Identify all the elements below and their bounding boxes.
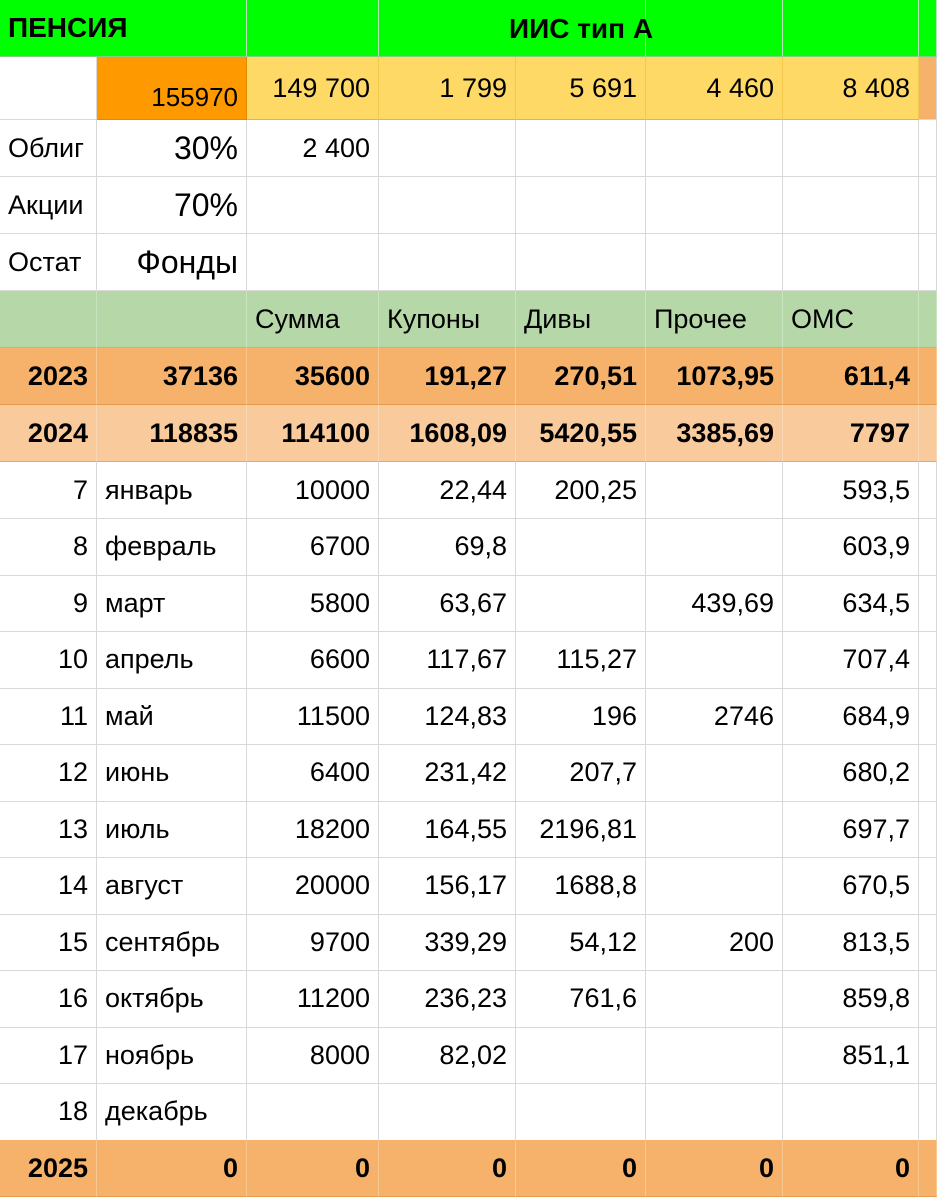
- month-name: ноябрь: [105, 1039, 195, 1070]
- month-coupons: 231,42: [424, 757, 507, 787]
- month-coupons-cell[interactable]: [379, 914, 516, 971]
- allocation-row: [0, 177, 937, 234]
- pension-title-cell[interactable]: [0, 0, 247, 57]
- empty-cell[interactable]: [919, 858, 937, 915]
- year-sum-cell[interactable]: [247, 1140, 379, 1197]
- totals-row: [0, 57, 937, 120]
- year-label: 2024: [27, 417, 88, 448]
- month-number-cell[interactable]: [0, 1027, 97, 1084]
- month-number-cell[interactable]: [0, 462, 97, 519]
- month-name-cell[interactable]: [97, 688, 247, 745]
- column-header-label: ОМС: [791, 303, 854, 334]
- month-name: июль: [105, 813, 170, 844]
- month-oms-cell[interactable]: [783, 745, 919, 802]
- year-dividends-cell[interactable]: [516, 1140, 646, 1197]
- month-row: [0, 688, 937, 745]
- month-dividends-cell[interactable]: [516, 745, 646, 802]
- month-number-cell[interactable]: [0, 688, 97, 745]
- year-total-cell[interactable]: [97, 405, 247, 462]
- year-total: 118835: [149, 417, 238, 448]
- year-dividends: 5420,55: [539, 417, 637, 448]
- empty-cell[interactable]: [379, 234, 516, 291]
- year-other-cell[interactable]: [646, 1140, 783, 1197]
- empty-cell[interactable]: [646, 177, 783, 234]
- month-sum: 6400: [309, 757, 370, 787]
- month-sum-cell[interactable]: [247, 1027, 379, 1084]
- totals-cell-empty[interactable]: [0, 57, 97, 120]
- month-coupons: 236,23: [424, 983, 507, 1013]
- month-oms-cell[interactable]: [783, 688, 919, 745]
- year-coupons-cell[interactable]: [379, 348, 516, 405]
- month-number: 18: [57, 1096, 88, 1126]
- month-coupons: 124,83: [424, 700, 507, 731]
- month-name: октябрь: [105, 983, 204, 1013]
- month-dividends-cell[interactable]: [516, 858, 646, 915]
- month-number-cell[interactable]: [0, 801, 97, 858]
- totals-cell[interactable]: [379, 57, 516, 120]
- empty-cell[interactable]: [919, 1027, 937, 1084]
- month-coupons: 339,29: [424, 926, 507, 957]
- month-dividends: 207,7: [569, 757, 637, 787]
- month-oms: 684,9: [842, 700, 910, 731]
- month-number: 7: [72, 474, 88, 505]
- month-oms: 813,5: [842, 926, 910, 957]
- empty-cell[interactable]: [516, 177, 646, 234]
- allocation-extra: 2 400: [302, 132, 370, 163]
- month-name-cell[interactable]: [97, 519, 247, 576]
- month-dividends-cell[interactable]: [516, 971, 646, 1028]
- month-oms-cell[interactable]: [783, 914, 919, 971]
- month-number: 13: [57, 813, 88, 844]
- month-sum: 9700: [309, 926, 370, 957]
- month-oms-cell[interactable]: [783, 971, 919, 1028]
- month-dividends: 115,27: [556, 644, 637, 674]
- month-oms-cell[interactable]: [783, 1084, 919, 1141]
- month-coupons-cell[interactable]: [379, 462, 516, 519]
- column-header-other[interactable]: [646, 291, 783, 348]
- year-sum: 35600: [294, 360, 370, 391]
- month-name: апрель: [105, 644, 194, 674]
- year-row-2024: [0, 405, 937, 462]
- allocation-extra-cell[interactable]: [247, 120, 379, 177]
- totals-value: 1 799: [439, 72, 507, 103]
- month-row: [0, 914, 937, 971]
- allocation-value-cell[interactable]: [97, 177, 247, 234]
- month-other-cell[interactable]: [646, 575, 783, 632]
- empty-cell[interactable]: [646, 120, 783, 177]
- month-dividends: 54,12: [569, 926, 637, 957]
- column-header-label: Дивы: [524, 303, 592, 334]
- totals-value: 5 691: [569, 72, 637, 103]
- month-oms: 680,2: [842, 757, 910, 787]
- month-coupons: 117,67: [426, 644, 507, 674]
- empty-cell[interactable]: [379, 177, 516, 234]
- year-sum-cell[interactable]: [247, 348, 379, 405]
- pension-title: ПЕНСИЯ: [8, 12, 128, 43]
- empty-cell[interactable]: [379, 120, 516, 177]
- empty-cell[interactable]: [919, 914, 937, 971]
- month-row: [0, 858, 937, 915]
- year-coupons-cell[interactable]: [379, 405, 516, 462]
- year-other: 0: [758, 1152, 774, 1183]
- month-number: 11: [59, 700, 88, 731]
- month-dividends-cell[interactable]: [516, 914, 646, 971]
- month-other-cell[interactable]: [646, 971, 783, 1028]
- year-total: 0: [222, 1152, 238, 1183]
- month-dividends: 196: [591, 700, 637, 731]
- year-cell-empty[interactable]: [919, 348, 937, 405]
- month-name: сентябрь: [105, 926, 220, 957]
- month-dividends: 1688,8: [554, 870, 637, 900]
- year-label: 2023: [27, 360, 88, 391]
- month-number-cell[interactable]: [0, 1084, 97, 1141]
- empty-cell[interactable]: [919, 519, 937, 576]
- month-other-cell[interactable]: [646, 462, 783, 519]
- column-header-label: Сумма: [255, 303, 340, 334]
- month-dividends-cell[interactable]: [516, 688, 646, 745]
- allocation-extra-cell[interactable]: [247, 234, 379, 291]
- month-oms: 593,5: [842, 474, 910, 505]
- month-coupons-cell[interactable]: [379, 1027, 516, 1084]
- month-row: [0, 632, 937, 689]
- empty-cell[interactable]: [919, 575, 937, 632]
- month-number: 14: [57, 870, 88, 900]
- allocation-label-cell[interactable]: [0, 177, 97, 234]
- year-cell-empty[interactable]: [919, 405, 937, 462]
- month-name: декабрь: [105, 1096, 208, 1126]
- month-number-cell[interactable]: [0, 971, 97, 1028]
- empty-cell[interactable]: [919, 234, 937, 291]
- month-oms-cell[interactable]: [783, 519, 919, 576]
- empty-cell[interactable]: [919, 1084, 937, 1141]
- month-dividends-cell[interactable]: [516, 801, 646, 858]
- totals-value: 4 460: [706, 72, 774, 103]
- month-sum-cell[interactable]: [247, 801, 379, 858]
- month-oms: 859,8: [842, 983, 910, 1013]
- month-name: январь: [105, 474, 193, 505]
- totals-cell[interactable]: [646, 57, 783, 120]
- empty-cell[interactable]: [516, 120, 646, 177]
- year-oms-cell[interactable]: [783, 405, 919, 462]
- allocation-value: 30%: [173, 129, 238, 166]
- year-oms: 611,4: [843, 360, 910, 391]
- column-header-empty[interactable]: [919, 291, 937, 348]
- empty-cell[interactable]: [646, 234, 783, 291]
- column-header-oms[interactable]: [783, 291, 919, 348]
- allocation-row: [0, 234, 937, 291]
- month-name-cell[interactable]: [97, 745, 247, 802]
- column-header-label: Купоны: [387, 303, 481, 334]
- month-sum-cell[interactable]: [247, 971, 379, 1028]
- year-oms-cell[interactable]: [783, 1140, 919, 1197]
- month-coupons-cell[interactable]: [379, 632, 516, 689]
- month-name-cell[interactable]: [97, 801, 247, 858]
- year-total-cell[interactable]: [97, 348, 247, 405]
- month-other-cell[interactable]: [646, 1084, 783, 1141]
- month-sum-cell[interactable]: [247, 519, 379, 576]
- year-dividends: 0: [621, 1152, 637, 1183]
- month-dividends-cell[interactable]: [516, 462, 646, 519]
- totals-cell[interactable]: [783, 57, 919, 120]
- month-other-cell[interactable]: [646, 858, 783, 915]
- month-dividends: 761,6: [569, 983, 637, 1013]
- year-coupons-cell[interactable]: [379, 1140, 516, 1197]
- month-sum-cell[interactable]: [247, 462, 379, 519]
- month-name-cell[interactable]: [97, 858, 247, 915]
- month-sum-cell[interactable]: [247, 1084, 379, 1141]
- allocation-label: Остат: [8, 246, 82, 277]
- column-header-label: Прочее: [654, 303, 747, 334]
- header-cell-empty[interactable]: [247, 0, 379, 57]
- year-oms: 7797: [849, 417, 910, 448]
- month-oms: 697,7: [842, 813, 910, 844]
- month-sum-cell[interactable]: [247, 745, 379, 802]
- year-total: 37136: [162, 360, 238, 391]
- allocation-label-cell[interactable]: [0, 234, 97, 291]
- column-header-dividends[interactable]: [516, 291, 646, 348]
- month-number-cell[interactable]: [0, 858, 97, 915]
- month-sum-cell[interactable]: [247, 688, 379, 745]
- empty-cell[interactable]: [783, 234, 919, 291]
- month-oms-cell[interactable]: [783, 1027, 919, 1084]
- month-sum: 10000: [294, 474, 370, 505]
- month-other: 2746: [713, 700, 774, 731]
- totals-cell[interactable]: [247, 57, 379, 120]
- month-oms-cell[interactable]: [783, 801, 919, 858]
- column-header-empty[interactable]: [97, 291, 247, 348]
- year-coupons: 1608,09: [409, 417, 507, 448]
- allocation-row: [0, 120, 937, 177]
- allocation-value-cell[interactable]: [97, 120, 247, 177]
- month-number: 15: [57, 926, 88, 957]
- month-sum: 11200: [296, 983, 370, 1013]
- year-dividends-cell[interactable]: [516, 348, 646, 405]
- month-sum: 11500: [296, 700, 370, 731]
- month-other-cell[interactable]: [646, 632, 783, 689]
- empty-cell[interactable]: [783, 120, 919, 177]
- month-coupons: 164,55: [424, 813, 507, 844]
- month-coupons: 156,17: [424, 870, 507, 900]
- month-oms: 707,4: [842, 644, 910, 674]
- month-other-cell[interactable]: [646, 688, 783, 745]
- month-oms: 603,9: [842, 531, 910, 561]
- month-number: 16: [57, 983, 88, 1013]
- year-cell[interactable]: [0, 348, 97, 405]
- empty-cell[interactable]: [919, 462, 937, 519]
- month-sum: 5800: [309, 587, 370, 618]
- year-other: 1073,95: [676, 360, 774, 391]
- month-row: [0, 745, 937, 802]
- allocation-label: Акции: [8, 189, 84, 220]
- allocation-value-cell[interactable]: [97, 234, 247, 291]
- month-dividends-cell[interactable]: [516, 632, 646, 689]
- month-sum: 8000: [309, 1039, 370, 1070]
- year-other-cell[interactable]: [646, 405, 783, 462]
- empty-cell[interactable]: [919, 971, 937, 1028]
- month-row: [0, 519, 937, 576]
- month-coupons: 22,44: [439, 474, 507, 505]
- month-number: 8: [72, 531, 88, 561]
- month-row: [0, 971, 937, 1028]
- month-row: [0, 1027, 937, 1084]
- month-number-cell[interactable]: [0, 575, 97, 632]
- month-coupons: 63,67: [439, 587, 507, 618]
- year-dividends: 270,51: [554, 360, 637, 391]
- month-sum: 18200: [294, 813, 370, 844]
- month-name-cell[interactable]: [97, 462, 247, 519]
- month-number: 9: [72, 587, 88, 618]
- column-header-empty[interactable]: [0, 291, 97, 348]
- year-total-cell[interactable]: [97, 1140, 247, 1197]
- month-other-cell[interactable]: [646, 914, 783, 971]
- month-row: [0, 575, 937, 632]
- month-coupons-cell[interactable]: [379, 519, 516, 576]
- month-oms-cell[interactable]: [783, 462, 919, 519]
- year-other: 3385,69: [676, 417, 774, 448]
- month-oms: 634,5: [842, 587, 910, 618]
- month-oms-cell[interactable]: [783, 632, 919, 689]
- month-coupons-cell[interactable]: [379, 745, 516, 802]
- month-other-cell[interactable]: [646, 519, 783, 576]
- month-dividends: 2196,81: [539, 813, 637, 844]
- month-sum: 6700: [309, 531, 370, 561]
- empty-cell[interactable]: [919, 688, 937, 745]
- month-sum-cell[interactable]: [247, 858, 379, 915]
- totals-value: 155970: [151, 82, 238, 112]
- month-other-cell[interactable]: [646, 1027, 783, 1084]
- month-number-cell[interactable]: [0, 745, 97, 802]
- month-oms: 670,5: [842, 870, 910, 900]
- month-name: февраль: [105, 531, 217, 561]
- month-other: 200: [728, 926, 774, 957]
- allocation-value: Фонды: [136, 243, 238, 280]
- year-oms: 0: [894, 1152, 910, 1183]
- month-name: март: [105, 587, 166, 618]
- allocation-label: Облиг: [8, 132, 84, 163]
- month-name: июнь: [105, 757, 170, 787]
- month-number-cell[interactable]: [0, 914, 97, 971]
- month-coupons: 69,8: [454, 531, 507, 561]
- month-sum-cell[interactable]: [247, 575, 379, 632]
- month-number: 12: [57, 757, 88, 787]
- allocation-label-cell[interactable]: [0, 120, 97, 177]
- totals-cell[interactable]: [919, 57, 937, 120]
- empty-cell[interactable]: [919, 632, 937, 689]
- month-sum-cell[interactable]: [247, 632, 379, 689]
- month-sum-cell[interactable]: [247, 914, 379, 971]
- month-oms: 851,1: [842, 1039, 910, 1070]
- month-dividends: 200,25: [554, 474, 637, 505]
- month-coupons-cell[interactable]: [379, 971, 516, 1028]
- month-dividends-cell[interactable]: [516, 1027, 646, 1084]
- month-number-cell[interactable]: [0, 519, 97, 576]
- year-sum: 114100: [281, 417, 370, 448]
- year-label: 2025: [27, 1152, 88, 1183]
- month-coupons-cell[interactable]: [379, 801, 516, 858]
- year-cell-empty[interactable]: [919, 1140, 937, 1197]
- totals-cell[interactable]: [516, 57, 646, 120]
- month-name-cell[interactable]: [97, 575, 247, 632]
- allocation-value: 70%: [173, 186, 238, 223]
- month-dividends-cell[interactable]: [516, 575, 646, 632]
- year-cell[interactable]: [0, 1140, 97, 1197]
- totals-value: 8 408: [842, 72, 910, 103]
- month-dividends-cell[interactable]: [516, 519, 646, 576]
- month-name: май: [105, 700, 154, 731]
- month-other-cell[interactable]: [646, 745, 783, 802]
- year-other-cell[interactable]: [646, 348, 783, 405]
- column-header-sum[interactable]: [247, 291, 379, 348]
- empty-cell[interactable]: [919, 801, 937, 858]
- empty-cell[interactable]: [919, 120, 937, 177]
- month-number: 17: [57, 1039, 88, 1070]
- month-number: 10: [57, 644, 88, 674]
- year-sum: 0: [354, 1152, 370, 1183]
- year-row-2023: [0, 348, 937, 405]
- month-oms-cell[interactable]: [783, 575, 919, 632]
- empty-cell[interactable]: [919, 745, 937, 802]
- column-header-row: [0, 291, 937, 348]
- month-number-cell[interactable]: [0, 632, 97, 689]
- month-other-cell[interactable]: [646, 801, 783, 858]
- month-name-cell[interactable]: [97, 914, 247, 971]
- column-header-coupons[interactable]: [379, 291, 516, 348]
- month-dividends-cell[interactable]: [516, 1084, 646, 1141]
- empty-cell[interactable]: [919, 177, 937, 234]
- month-row: [0, 801, 937, 858]
- totals-cell-total[interactable]: [97, 57, 247, 120]
- month-sum: 20000: [294, 870, 370, 900]
- month-coupons-cell[interactable]: [379, 1084, 516, 1141]
- year-dividends-cell[interactable]: [516, 405, 646, 462]
- month-other: 439,69: [691, 587, 774, 618]
- month-name-cell[interactable]: [97, 632, 247, 689]
- month-name-cell[interactable]: [97, 971, 247, 1028]
- month-name-cell[interactable]: [97, 1027, 247, 1084]
- empty-cell[interactable]: [516, 234, 646, 291]
- year-coupons: 191,27: [424, 360, 507, 391]
- header-cell-empty[interactable]: [919, 0, 937, 57]
- month-oms-cell[interactable]: [783, 858, 919, 915]
- month-coupons-cell[interactable]: [379, 688, 516, 745]
- totals-value: 149 700: [272, 72, 370, 103]
- month-coupons-cell[interactable]: [379, 575, 516, 632]
- year-oms-cell[interactable]: [783, 348, 919, 405]
- header-row: [0, 0, 937, 57]
- allocation-extra-cell[interactable]: [247, 177, 379, 234]
- year-sum-cell[interactable]: [247, 405, 379, 462]
- year-cell[interactable]: [0, 405, 97, 462]
- month-sum: 6600: [309, 644, 370, 674]
- month-coupons-cell[interactable]: [379, 858, 516, 915]
- month-name-cell[interactable]: [97, 1084, 247, 1141]
- month-coupons: 82,02: [439, 1039, 507, 1070]
- empty-cell[interactable]: [783, 177, 919, 234]
- month-name: август: [105, 870, 184, 900]
- month-row: [0, 462, 937, 519]
- year-coupons: 0: [491, 1152, 507, 1183]
- iis-title: ИИС тип А: [508, 12, 654, 44]
- header-cell-empty[interactable]: [783, 0, 919, 57]
- year-row-2025: [0, 1140, 937, 1197]
- month-row: [0, 1084, 937, 1141]
